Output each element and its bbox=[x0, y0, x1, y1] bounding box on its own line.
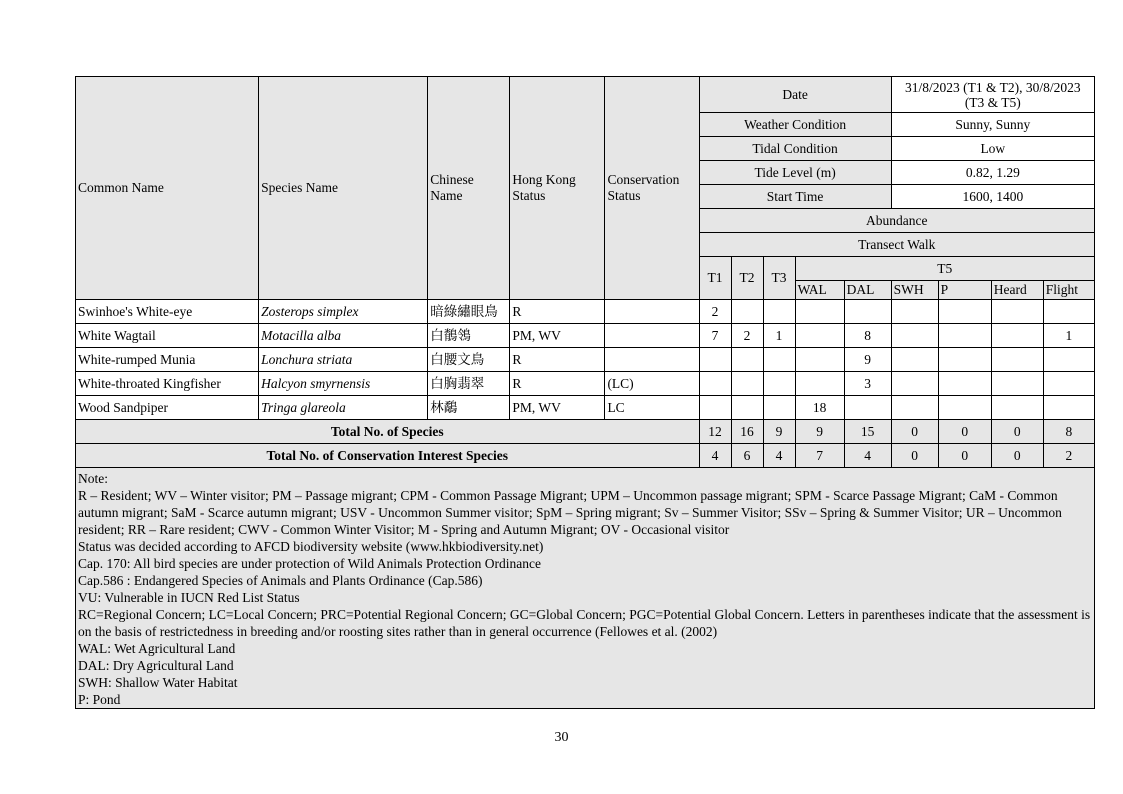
total-species-row bbox=[76, 420, 1095, 444]
total-species-t1: 12 bbox=[699, 420, 731, 444]
wal-cell bbox=[795, 348, 844, 372]
header-flight: Flight bbox=[1043, 281, 1094, 300]
t1-cell: 2 bbox=[699, 300, 731, 324]
total-conservation-wal: 7 bbox=[795, 444, 844, 468]
transect-walk-header: Transect Walk bbox=[699, 233, 1094, 257]
start-time-value: 1600, 1400 bbox=[891, 185, 1094, 209]
table-row bbox=[76, 348, 1095, 372]
p-cell bbox=[938, 396, 991, 420]
wal-cell bbox=[795, 300, 844, 324]
total-species-t2: 16 bbox=[731, 420, 763, 444]
total-conservation-p: 0 bbox=[938, 444, 991, 468]
chinese-name-cell: 白腰文鳥 bbox=[428, 348, 510, 372]
t3-cell bbox=[763, 396, 795, 420]
total-conservation-dal: 4 bbox=[844, 444, 891, 468]
species-name-cell: Zosterops simplex bbox=[259, 300, 428, 324]
header-t5: T5 bbox=[795, 257, 1094, 281]
chinese-name-cell: 暗綠繡眼鳥 bbox=[428, 300, 510, 324]
common-name-cell: White-throated Kingfisher bbox=[76, 372, 259, 396]
header-t1: T1 bbox=[699, 257, 731, 300]
heard-cell bbox=[991, 372, 1043, 396]
wal-cell: 18 bbox=[795, 396, 844, 420]
t1-cell bbox=[699, 348, 731, 372]
total-species-flight: 8 bbox=[1043, 420, 1094, 444]
table-row bbox=[76, 372, 1095, 396]
header-dal: DAL bbox=[844, 281, 891, 300]
header-chinese-name: Chinese Name bbox=[428, 77, 510, 300]
p-cell bbox=[938, 324, 991, 348]
heard-cell bbox=[991, 348, 1043, 372]
t2-cell bbox=[731, 396, 763, 420]
total-conservation-heard: 0 bbox=[991, 444, 1043, 468]
bird-survey-table bbox=[75, 76, 1095, 709]
start-time-label: Start Time bbox=[699, 185, 891, 209]
total-species-label: Total No. of Species bbox=[76, 420, 700, 444]
common-name-cell: Wood Sandpiper bbox=[76, 396, 259, 420]
conservation-status-cell bbox=[605, 324, 699, 348]
hk-status-cell: R bbox=[510, 372, 605, 396]
t3-cell bbox=[763, 348, 795, 372]
chinese-name-cell: 林鷸 bbox=[428, 396, 510, 420]
total-species-wal: 9 bbox=[795, 420, 844, 444]
t3-cell: 1 bbox=[763, 324, 795, 348]
tide-level-value: 0.82, 1.29 bbox=[891, 161, 1094, 185]
heard-cell bbox=[991, 396, 1043, 420]
p-cell bbox=[938, 300, 991, 324]
dal-cell: 9 bbox=[844, 348, 891, 372]
total-species-t3: 9 bbox=[763, 420, 795, 444]
note-heading: Note: bbox=[78, 471, 108, 486]
hk-status-cell: PM, WV bbox=[510, 396, 605, 420]
tide-level-label: Tide Level (m) bbox=[699, 161, 891, 185]
p-cell bbox=[938, 348, 991, 372]
t1-cell bbox=[699, 396, 731, 420]
tidal-label: Tidal Condition bbox=[699, 137, 891, 161]
t3-cell bbox=[763, 300, 795, 324]
note-status-codes: R – Resident; WV – Winter visitor; PM – Passage migrant; CPM - Common Passage Migrant; UPM – Uncommon passage migrant; SPM - Scarce Passage Migrant; CaM - Common autumn migrant; SaM - Scarce autumn migrant; USV - Uncommon Summer visitor; SpM – Spring migrant; Sv – Summer Visitor; SSv – Spring & Summer Visitor; UR – Uncommon resident; RR – Rare resident; CWV - Common Winter Visitor; M - Spring and Autumn Migrant; OV - Occasional visitor bbox=[78, 488, 1062, 537]
header-p: P bbox=[938, 281, 991, 300]
conservation-status-cell bbox=[605, 348, 699, 372]
total-species-p: 0 bbox=[938, 420, 991, 444]
wal-cell bbox=[795, 372, 844, 396]
total-conservation-row bbox=[76, 444, 1095, 468]
common-name-cell: Swinhoe's White-eye bbox=[76, 300, 259, 324]
dal-cell: 8 bbox=[844, 324, 891, 348]
note-pond: P: Pond bbox=[78, 692, 121, 707]
t3-cell bbox=[763, 372, 795, 396]
note-wal: WAL: Wet Agricultural Land bbox=[78, 641, 236, 656]
chinese-name-cell: 白胸翡翠 bbox=[428, 372, 510, 396]
header-t3: T3 bbox=[763, 257, 795, 300]
species-name-cell: Tringa glareola bbox=[259, 396, 428, 420]
common-name-cell: White Wagtail bbox=[76, 324, 259, 348]
common-name-cell: White-rumped Munia bbox=[76, 348, 259, 372]
table-row bbox=[76, 300, 1095, 324]
total-conservation-t1: 4 bbox=[699, 444, 731, 468]
header-wal: WAL bbox=[795, 281, 844, 300]
table-row bbox=[76, 324, 1095, 348]
swh-cell bbox=[891, 324, 938, 348]
total-conservation-flight: 2 bbox=[1043, 444, 1094, 468]
conservation-status-cell: (LC) bbox=[605, 372, 699, 396]
swh-cell bbox=[891, 348, 938, 372]
t2-cell bbox=[731, 348, 763, 372]
total-conservation-t2: 6 bbox=[731, 444, 763, 468]
total-species-heard: 0 bbox=[991, 420, 1043, 444]
swh-cell bbox=[891, 372, 938, 396]
table-row bbox=[76, 396, 1095, 420]
header-common-name: Common Name bbox=[76, 77, 259, 300]
note-swh: SWH: Shallow Water Habitat bbox=[78, 675, 238, 690]
header-swh: SWH bbox=[891, 281, 938, 300]
t2-cell bbox=[731, 300, 763, 324]
note-vu: VU: Vulnerable in IUCN Red List Status bbox=[78, 590, 300, 605]
header-t2: T2 bbox=[731, 257, 763, 300]
hk-status-cell: R bbox=[510, 348, 605, 372]
page-number: 30 bbox=[554, 730, 569, 745]
note-concern-codes: RC=Regional Concern; LC=Local Concern; PRC=Potential Regional Concern; GC=Global Concern; PGC=Potential Global Concern. Letters in parentheses indicate that the assessment is on the basis of restrictedness in breeding and/or roosting sites rather than in general occurrence (Fellowes et al. (2002) bbox=[78, 607, 1091, 639]
swh-cell bbox=[891, 300, 938, 324]
flight-cell bbox=[1043, 396, 1094, 420]
p-cell bbox=[938, 372, 991, 396]
header-species-name: Species Name bbox=[259, 77, 428, 300]
conservation-status-cell bbox=[605, 300, 699, 324]
date-value: 31/8/2023 (T1 & T2), 30/8/2023 (T3 & T5) bbox=[891, 77, 1094, 113]
date-label: Date bbox=[699, 77, 891, 113]
flight-cell bbox=[1043, 300, 1094, 324]
total-species-dal: 15 bbox=[844, 420, 891, 444]
species-name-cell: Motacilla alba bbox=[259, 324, 428, 348]
header-heard: Heard bbox=[991, 281, 1043, 300]
header-conservation-status: Conservation Status bbox=[605, 77, 699, 300]
t2-cell: 2 bbox=[731, 324, 763, 348]
total-conservation-swh: 0 bbox=[891, 444, 938, 468]
hk-status-cell: PM, WV bbox=[510, 324, 605, 348]
total-species-swh: 0 bbox=[891, 420, 938, 444]
flight-cell bbox=[1043, 372, 1094, 396]
dal-cell bbox=[844, 396, 891, 420]
note-cap170: Cap. 170: All bird species are under protection of Wild Animals Protection Ordinance bbox=[78, 556, 541, 571]
weather-value: Sunny, Sunny bbox=[891, 113, 1094, 137]
conservation-status-cell: LC bbox=[605, 396, 699, 420]
heard-cell bbox=[991, 324, 1043, 348]
chinese-name-cell: 白鶺鴒 bbox=[428, 324, 510, 348]
dal-cell: 3 bbox=[844, 372, 891, 396]
t1-cell bbox=[699, 372, 731, 396]
species-name-cell: Halcyon smyrnensis bbox=[259, 372, 428, 396]
weather-label: Weather Condition bbox=[699, 113, 891, 137]
t2-cell bbox=[731, 372, 763, 396]
total-conservation-label: Total No. of Conservation Interest Species bbox=[76, 444, 700, 468]
t1-cell: 7 bbox=[699, 324, 731, 348]
note-cap586: Cap.586 : Endangered Species of Animals and Plants Ordinance (Cap.586) bbox=[78, 573, 483, 588]
header-hk-status: Hong Kong Status bbox=[510, 77, 605, 300]
species-name-cell: Lonchura striata bbox=[259, 348, 428, 372]
heard-cell bbox=[991, 300, 1043, 324]
swh-cell bbox=[891, 396, 938, 420]
note-dal: DAL: Dry Agricultural Land bbox=[78, 658, 234, 673]
note-status-source: Status was decided according to AFCD biodiversity website (www.hkbiodiversity.net) bbox=[78, 539, 544, 554]
total-conservation-t3: 4 bbox=[763, 444, 795, 468]
tidal-value: Low bbox=[891, 137, 1094, 161]
dal-cell bbox=[844, 300, 891, 324]
abundance-header: Abundance bbox=[699, 209, 1094, 233]
hk-status-cell: R bbox=[510, 300, 605, 324]
flight-cell: 1 bbox=[1043, 324, 1094, 348]
notes-block bbox=[76, 468, 1095, 709]
flight-cell bbox=[1043, 348, 1094, 372]
wal-cell bbox=[795, 324, 844, 348]
